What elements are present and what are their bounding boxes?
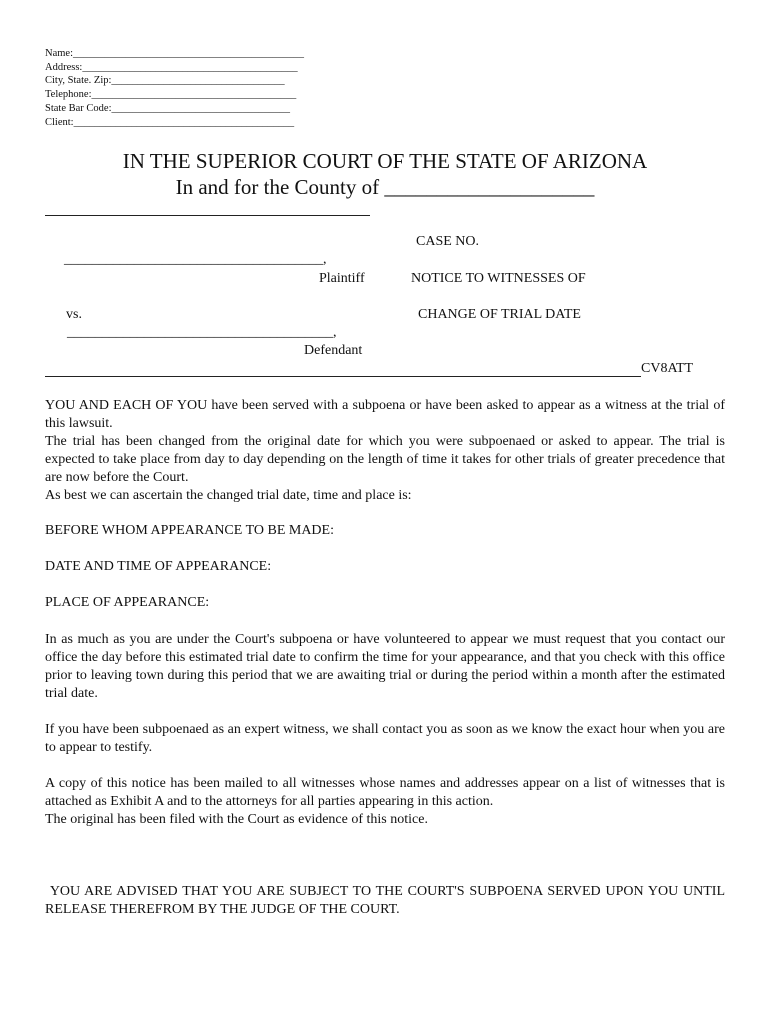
original-filed-text: The original has been filed with the Court as evidence of this notice.: [45, 812, 428, 827]
defendant-label: Defendant: [304, 343, 363, 358]
notice-title-line-2: CHANGE OF TRIAL DATE: [418, 307, 581, 322]
plaintiff-name-line: _____________________________________,: [64, 252, 327, 267]
client-field: Client:__________________________________________: [45, 116, 295, 128]
state-bar-code-field: State Bar Code:__________________________________: [45, 102, 290, 114]
telephone-field: Telephone:_______________________________________: [45, 89, 297, 101]
paragraph-trial-changed: The trial has been changed from the original date for which you were subpoenaed or asked to appear. The trial is expected to take place from day to day depending on the length of time it takes for other trials of greater precedence that are now before the Court.: [45, 434, 725, 485]
advised-text: YOU ARE ADVISED THAT YOU ARE SUBJECT TO THE COURT'S SUBPOENA SERVED UPON YOU UNTIL RELEASE THEREFROM BY THE JUDGE OF THE COURT.: [45, 884, 729, 917]
notice-title-line-1: NOTICE TO WITNESSES OF: [411, 271, 586, 286]
contact-office-text: In as much as you are under the Court's subpoena or have volunteered to appear we must request that you contact our office the day before this estimated trial date to confirm the time for your appearance, and that you check with this office prior to leaving town during this period that we are awaiting trial or during the period within a month after the estimated trial date.: [45, 632, 725, 701]
plaintiff-label: Plaintiff: [319, 271, 365, 286]
paragraph-copy-mailed: [45, 775, 725, 829]
county-line: In and for the County of ____________________: [175, 175, 595, 199]
versus-label: vs.: [66, 307, 82, 322]
form-code: CV8ATT: [641, 361, 694, 376]
paragraph-served-notice: YOU AND EACH OF YOU have been served with a subpoena or have been asked to appear as a witness at the trial of this lawsuit.: [45, 398, 725, 431]
paragraph-contact-office: [45, 631, 725, 703]
attorney-info-block: [45, 47, 304, 129]
paragraph-changed-details: As best we can ascertain the changed trial date, time and place is:: [45, 488, 412, 503]
court-title: IN THE SUPERIOR COURT OF THE STATE OF ARIZONA: [122, 149, 648, 173]
paragraph-expert-witness: [45, 721, 725, 757]
name-field: Name:____________________________________________: [45, 48, 304, 59]
city-state-zip-field: City, State. Zip:_________________________________: [45, 75, 285, 87]
caption-divider: [45, 376, 641, 377]
case-number-label: CASE NO.: [416, 234, 480, 249]
expert-witness-text: If you have been subpoenaed as an expert witness, we shall contact you as soon as we know the exact hour when you are to appear to testify.: [45, 722, 725, 755]
address-field: Address:_________________________________________: [45, 61, 298, 73]
notice-body: [45, 397, 725, 505]
before-whom-label: BEFORE WHOM APPEARANCE TO BE MADE:: [45, 523, 334, 538]
defendant-name-line: ______________________________________,: [67, 325, 337, 340]
paragraph-advised: [45, 847, 729, 955]
title-divider: [45, 215, 370, 216]
copy-mailed-text: A copy of this notice has been mailed to all witnesses whose names and addresses appear on a list of witnesses that is attached as Exhibit A and to the attorneys for all parties appearing in this action.: [45, 776, 725, 809]
date-time-label: DATE AND TIME OF APPEARANCE:: [45, 559, 272, 574]
place-label: PLACE OF APPEARANCE:: [45, 595, 210, 610]
